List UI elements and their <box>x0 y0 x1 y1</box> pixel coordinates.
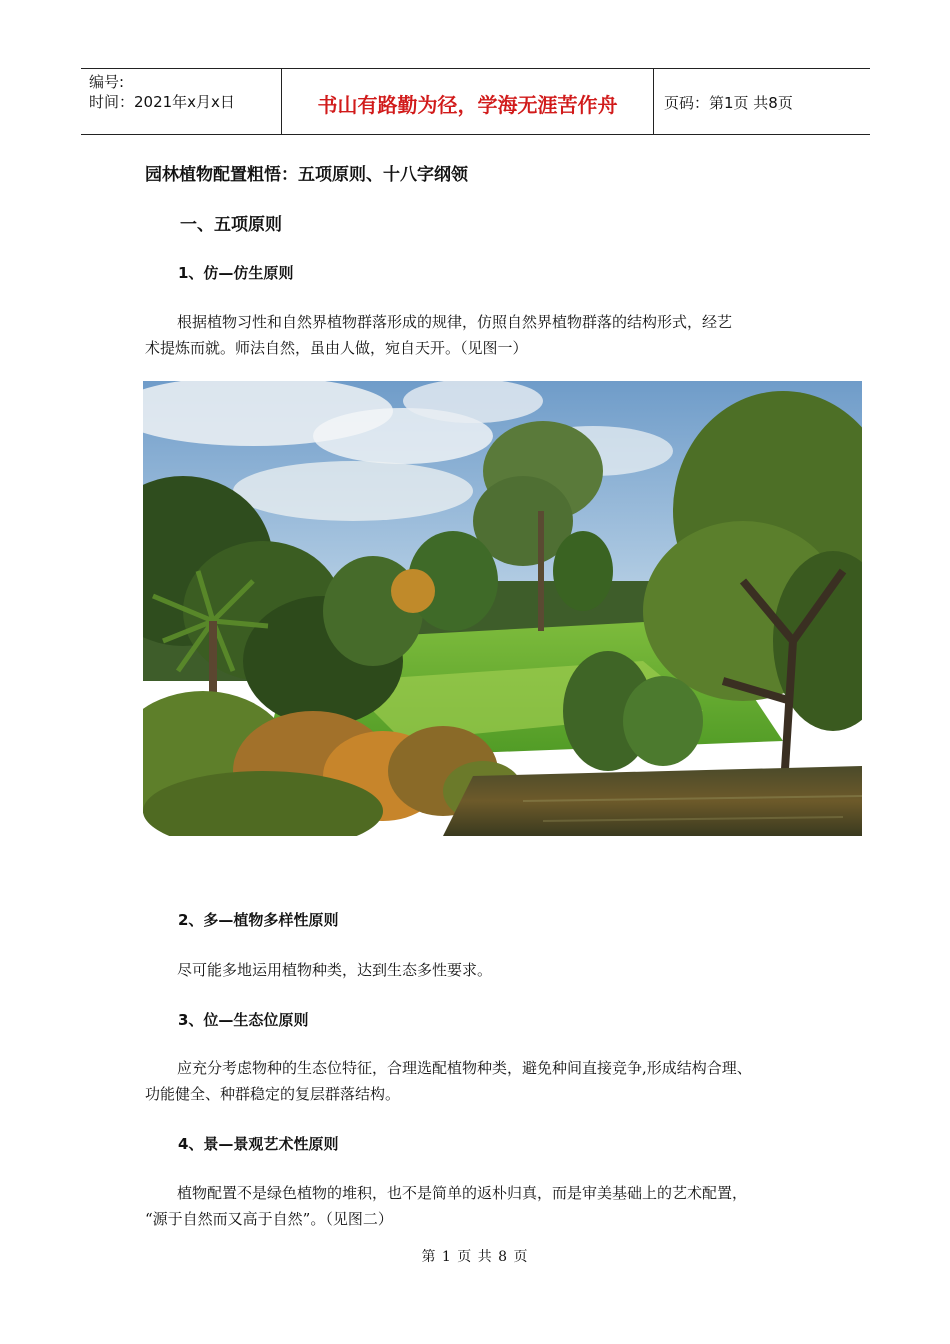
document-title: 园林植物配置粗悟：五项原则、十八字纲领 <box>145 165 468 185</box>
principle-4-text-line-2: “源于自然而又高于自然”。（见图二） <box>145 1210 393 1228</box>
principle-4-heading: 4、景—景观艺术性原则 <box>178 1135 339 1153</box>
header-meta <box>81 69 281 134</box>
time-label: 时间：2021年x月x日 <box>89 93 235 111</box>
section-heading: 一、五项原则 <box>180 215 282 235</box>
principle-4-text-line-1: 植物配置不是绿色植物的堆积，也不是简单的返朴归真，而是审美基础上的艺术配置， <box>177 1184 748 1202</box>
page-footer: 第 1 页 共 8 页 <box>421 1249 529 1265</box>
principle-1-text-line-1: 根据植物习性和自然界植物群落形成的规律，仿照自然界植物群落的结构形式，经艺 <box>177 313 733 331</box>
principle-3-heading: 3、位—生态位原则 <box>178 1011 309 1029</box>
principle-2-heading: 2、多—植物多样性原则 <box>178 911 339 929</box>
principle-2-text-line-1: 尽可能多地运用植物种类，达到生态多性要求。 <box>177 961 493 979</box>
garden-landscape-photo <box>143 381 862 836</box>
serial-label: 编号: <box>89 73 125 91</box>
principle-3-text-line-2: 功能健全、种群稳定的复层群落结构。 <box>145 1085 401 1103</box>
header-page-info: 页码：第1页 共8页 <box>664 94 793 112</box>
header-motto: 书山有路勤为径，学海无涯苦作舟 <box>281 69 654 134</box>
page-header <box>81 68 870 135</box>
principle-1-heading: 1、仿—仿生原则 <box>178 264 294 282</box>
principle-3-text-line-1: 应充分考虑物种的生态位特征，合理选配植物种类，避免种间直接竞争,形成结构合理、 <box>177 1059 752 1077</box>
principle-1-text-line-2: 术提炼而就。师法自然，虽由人做，宛自天开。（见图一） <box>145 339 528 357</box>
